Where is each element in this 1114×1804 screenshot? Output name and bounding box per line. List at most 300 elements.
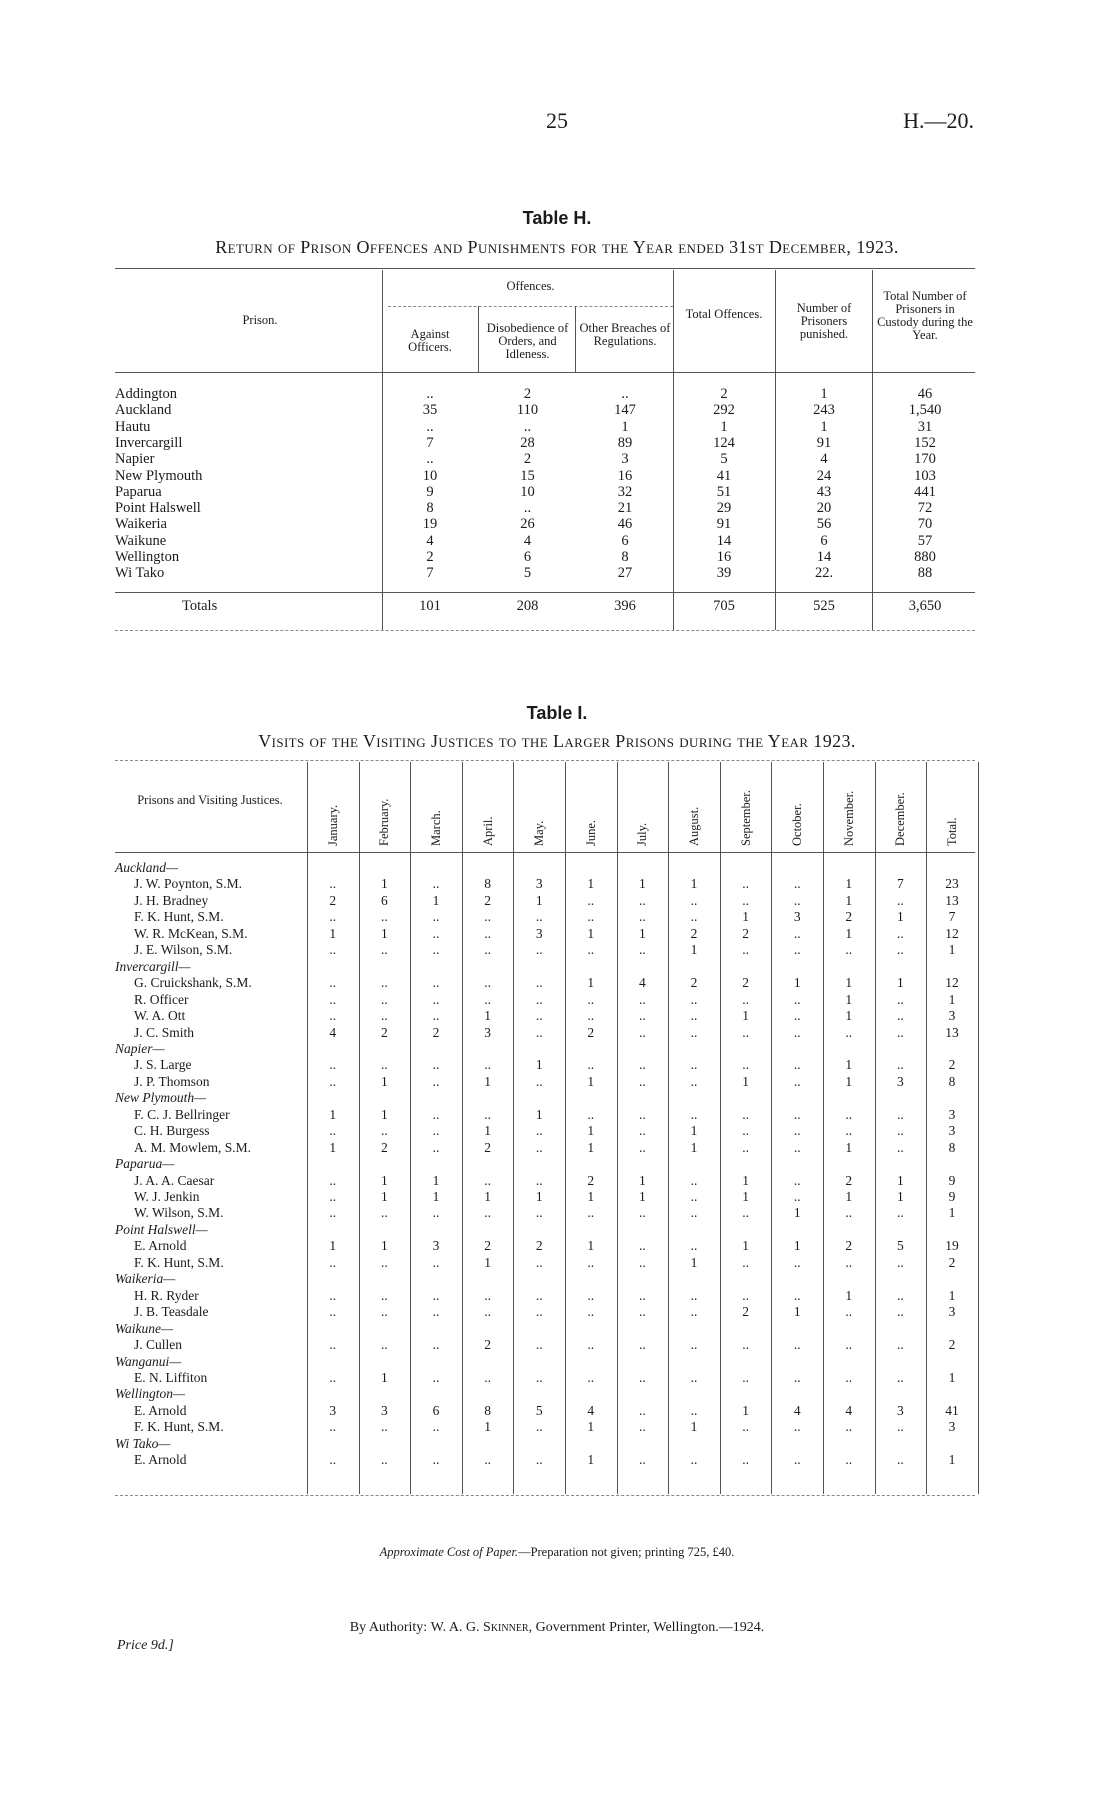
visit-count: .. bbox=[432, 1254, 440, 1270]
table-i-vrule bbox=[668, 762, 669, 1494]
table-h-cell: 147 bbox=[614, 402, 636, 419]
visit-count: .. bbox=[690, 1057, 698, 1073]
visit-count: .. bbox=[381, 1008, 388, 1024]
visit-count: .. bbox=[897, 1452, 904, 1468]
visit-count: .. bbox=[742, 1106, 749, 1122]
col-offences-header: Offences. bbox=[506, 279, 555, 293]
visit-count: .. bbox=[742, 1287, 749, 1303]
authority-suffix: Government Printer, Wellington.—1924. bbox=[535, 1620, 765, 1635]
justice-name: J. E. Wilson, S.M. bbox=[134, 942, 233, 958]
visit-count: 8 bbox=[484, 1402, 491, 1418]
visit-count: 2 bbox=[587, 1024, 595, 1040]
visit-total: 8 bbox=[948, 1139, 956, 1155]
visit-total: 9 bbox=[948, 1189, 956, 1204]
visit-total: 3 bbox=[948, 1008, 956, 1024]
visit-count: 1 bbox=[535, 892, 543, 908]
visit-count: 1 bbox=[793, 975, 801, 991]
col-punished-header: Number of Prisoners punished. bbox=[796, 301, 852, 341]
visit-count: .. bbox=[535, 1205, 543, 1221]
visit-count: 2 bbox=[845, 909, 853, 925]
table-h-cell: 5 bbox=[720, 451, 728, 468]
table-h-cell: 72 bbox=[917, 500, 933, 517]
table-h-top-rule bbox=[115, 268, 975, 269]
visit-count: 1 bbox=[639, 1189, 646, 1204]
justice-name: A. M. Mowlem, S.M. bbox=[134, 1139, 252, 1155]
visit-count: .. bbox=[484, 925, 491, 941]
visit-count: 2 bbox=[742, 975, 749, 991]
visit-count: .. bbox=[535, 1369, 543, 1385]
table-i-vrule bbox=[771, 762, 772, 1494]
justice-name: F. K. Hunt, S.M. bbox=[134, 1254, 224, 1270]
visit-count: .. bbox=[484, 975, 491, 991]
prison-name: Napier bbox=[115, 451, 155, 468]
visit-count: 2 bbox=[587, 1172, 595, 1188]
justice-name: E. N. Liffiton bbox=[134, 1369, 208, 1385]
visit-count: .. bbox=[329, 876, 337, 892]
visit-count: 1 bbox=[587, 1238, 595, 1254]
visit-count: .. bbox=[587, 1254, 595, 1270]
table-h-vrule bbox=[478, 306, 479, 372]
visit-count: .. bbox=[845, 1106, 853, 1122]
visit-count: 2 bbox=[381, 1139, 388, 1155]
visit-count: .. bbox=[535, 1123, 543, 1139]
visit-total: 2 bbox=[948, 1254, 956, 1270]
table-h-cell: 1 bbox=[820, 386, 828, 402]
table-h-cell: 243 bbox=[813, 402, 835, 419]
visit-count: .. bbox=[432, 991, 440, 1007]
visit-count: .. bbox=[432, 1452, 440, 1468]
visit-count: 1 bbox=[845, 991, 853, 1007]
table-h-cell: 9 bbox=[426, 483, 434, 500]
visit-count: .. bbox=[793, 1008, 801, 1024]
visit-count: .. bbox=[484, 1205, 491, 1221]
visit-count: .. bbox=[793, 925, 801, 941]
visit-count: .. bbox=[845, 1369, 853, 1385]
visit-count: .. bbox=[639, 942, 646, 958]
visit-count: 1 bbox=[381, 925, 388, 941]
visit-count: .. bbox=[897, 1024, 904, 1040]
visit-count: .. bbox=[793, 1123, 801, 1139]
totals-label: Totals bbox=[182, 598, 218, 614]
visit-count: .. bbox=[690, 1008, 698, 1024]
visit-count: 1 bbox=[690, 942, 698, 958]
visit-count: .. bbox=[793, 1172, 801, 1188]
justice-name: J. H. Bradney bbox=[134, 892, 209, 908]
visit-count: .. bbox=[484, 909, 491, 925]
visit-count: .. bbox=[690, 1172, 698, 1188]
visit-count: 2 bbox=[484, 1139, 491, 1155]
visit-count: 2 bbox=[690, 975, 698, 991]
prison-name: Auckland bbox=[115, 402, 172, 419]
visit-count: 1 bbox=[484, 1123, 491, 1139]
visit-count: .. bbox=[432, 942, 440, 958]
table-h-cell: 7 bbox=[426, 434, 434, 451]
justice-name: H. R. Ryder bbox=[134, 1287, 199, 1303]
justice-name: E. Arnold bbox=[134, 1238, 187, 1254]
visit-count: 4 bbox=[845, 1402, 853, 1418]
visit-count: .. bbox=[793, 1073, 801, 1089]
visit-total: 3 bbox=[948, 1123, 956, 1139]
visit-count: 2 bbox=[742, 1304, 749, 1320]
visit-count: .. bbox=[897, 942, 904, 958]
table-h-subtitle: Return of Prison Offences and Punishments for the Year ended 31st December, 1923. bbox=[215, 237, 899, 257]
table-h-cell: 21 bbox=[617, 500, 633, 517]
visit-count: 3 bbox=[329, 1402, 337, 1418]
table-h-cell: 46 bbox=[617, 516, 633, 533]
visit-count: .. bbox=[690, 1073, 698, 1089]
visit-count: .. bbox=[329, 1008, 337, 1024]
justice-name: G. Cruickshank, S.M. bbox=[134, 975, 252, 991]
visit-count: .. bbox=[535, 1304, 543, 1320]
table-h-cell: 43 bbox=[816, 483, 832, 500]
visit-count: .. bbox=[793, 991, 801, 1007]
visit-count: .. bbox=[381, 1452, 388, 1468]
visit-count: 1 bbox=[484, 1254, 491, 1270]
visit-count: .. bbox=[329, 1337, 337, 1353]
justice-name: J. A. A. Caesar bbox=[134, 1172, 215, 1188]
visit-count: .. bbox=[432, 876, 440, 892]
visit-count: .. bbox=[845, 1024, 853, 1040]
visit-count: .. bbox=[535, 1024, 543, 1040]
visit-count: .. bbox=[845, 1254, 853, 1270]
visit-count: .. bbox=[587, 1304, 595, 1320]
month-header: Total. bbox=[945, 817, 959, 846]
visit-total: 1 bbox=[948, 1369, 956, 1385]
prison-group-name: Paparua— bbox=[115, 1156, 175, 1172]
table-h-cell: 292 bbox=[713, 402, 735, 419]
visit-count: 1 bbox=[845, 1008, 853, 1024]
visit-count: .. bbox=[845, 1452, 853, 1468]
visit-count: 1 bbox=[897, 975, 904, 991]
authority-name: W. A. G. Skinner, bbox=[430, 1620, 533, 1635]
visit-count: 1 bbox=[381, 1238, 388, 1254]
visit-count: .. bbox=[535, 975, 543, 991]
table-h-cell: 70 bbox=[917, 516, 933, 533]
footer-authority bbox=[0, 1620, 1114, 1636]
visit-count: .. bbox=[639, 1337, 646, 1353]
visit-count: 1 bbox=[535, 1057, 543, 1073]
visit-count: .. bbox=[432, 1287, 440, 1303]
visit-count: .. bbox=[793, 942, 801, 958]
visit-count: .. bbox=[742, 1452, 749, 1468]
month-header: October. bbox=[790, 803, 805, 846]
visit-count: .. bbox=[329, 1189, 337, 1204]
visit-count: .. bbox=[690, 1452, 698, 1468]
visit-count: .. bbox=[897, 1304, 904, 1320]
visit-count: .. bbox=[329, 909, 337, 925]
visit-count: .. bbox=[742, 1123, 749, 1139]
visit-count: .. bbox=[742, 1205, 749, 1221]
visit-count: .. bbox=[587, 1369, 595, 1385]
table-i-vrule bbox=[359, 762, 360, 1494]
visit-count: .. bbox=[897, 1123, 904, 1139]
table-i-top-rule bbox=[115, 760, 975, 761]
table-h-cell: .. bbox=[523, 418, 532, 435]
visit-count: 4 bbox=[639, 975, 646, 991]
table-h-cell: 103 bbox=[914, 467, 936, 484]
visit-count: 1 bbox=[381, 1172, 388, 1188]
visit-count: .. bbox=[329, 1419, 337, 1435]
table-h-cell: 51 bbox=[716, 483, 732, 500]
visit-count: 3 bbox=[793, 909, 801, 925]
table-h-cell: 41 bbox=[716, 467, 732, 484]
justice-name: J. P. Thomson bbox=[134, 1073, 210, 1089]
visit-count: .. bbox=[484, 1172, 491, 1188]
visit-count: 1 bbox=[329, 1106, 337, 1122]
visit-count: 1 bbox=[381, 1073, 388, 1089]
prison-name: Waikune bbox=[115, 532, 167, 549]
month-header: July. bbox=[635, 822, 650, 846]
visit-total: 9 bbox=[948, 1172, 956, 1188]
visit-count: 1 bbox=[845, 975, 853, 991]
visit-count: 1 bbox=[587, 1073, 595, 1089]
table-h-cell: 1,540 bbox=[908, 402, 942, 419]
table-h-cell: 28 bbox=[520, 434, 535, 451]
visit-count: 1 bbox=[639, 876, 646, 892]
visit-count: .. bbox=[587, 942, 595, 958]
table-h-cell: 5 bbox=[523, 565, 532, 582]
table-h-cell: 16 bbox=[716, 549, 732, 565]
visit-count: .. bbox=[535, 1337, 543, 1353]
visit-count: .. bbox=[639, 991, 646, 1007]
visit-count: 1 bbox=[897, 1172, 904, 1188]
month-header: May. bbox=[532, 820, 547, 846]
visit-count: .. bbox=[897, 1419, 904, 1435]
visit-count: 1 bbox=[845, 1057, 853, 1073]
visit-count: .. bbox=[793, 1057, 801, 1073]
visit-count: 1 bbox=[845, 892, 853, 908]
visit-count: .. bbox=[381, 975, 388, 991]
visit-count: .. bbox=[897, 925, 904, 941]
justice-name: E. Arnold bbox=[134, 1402, 187, 1418]
col-total-header: Total Offences. bbox=[685, 307, 763, 321]
visit-count: .. bbox=[793, 1024, 801, 1040]
table-h-cell: 35 bbox=[422, 402, 438, 419]
table-h-vrule bbox=[575, 306, 576, 372]
visit-count: 1 bbox=[845, 1287, 853, 1303]
table-h-cell: 124 bbox=[713, 434, 735, 451]
visit-count: 1 bbox=[690, 876, 698, 892]
table-h-total-cell: 208 bbox=[516, 598, 539, 614]
table-h-cell: 2 bbox=[720, 386, 728, 402]
visit-count: 3 bbox=[535, 925, 543, 941]
visit-count: 1 bbox=[535, 1189, 543, 1204]
table-h-cell: 6 bbox=[621, 532, 629, 549]
visit-count: 7 bbox=[897, 876, 904, 892]
visit-count: .. bbox=[639, 1238, 646, 1254]
visit-count: 2 bbox=[845, 1172, 853, 1188]
visit-count: .. bbox=[329, 942, 337, 958]
table-h-total-cell: 525 bbox=[813, 598, 835, 614]
visit-count: 1 bbox=[587, 1189, 595, 1204]
visit-count: .. bbox=[639, 1254, 646, 1270]
prison-name: Wellington bbox=[115, 549, 180, 565]
table-i-vrule bbox=[513, 762, 514, 1494]
visit-count: .. bbox=[484, 1369, 491, 1385]
table-h-vrule bbox=[382, 270, 383, 630]
visit-count: .. bbox=[742, 1024, 749, 1040]
prison-group-name: Waikeria— bbox=[115, 1271, 176, 1287]
visit-count: .. bbox=[329, 1172, 337, 1188]
col-other-header: Other Breaches of Regulations. bbox=[579, 321, 671, 348]
visit-count: .. bbox=[690, 1369, 698, 1385]
visit-count: 1 bbox=[484, 1419, 491, 1435]
table-h-cell: 89 bbox=[617, 434, 633, 451]
table-h-header-rule bbox=[115, 372, 975, 373]
table-h-cell: 152 bbox=[914, 434, 936, 451]
visit-count: .. bbox=[587, 1287, 595, 1303]
justice-name: F. C. J. Bellringer bbox=[134, 1106, 230, 1122]
visit-count: .. bbox=[535, 1287, 543, 1303]
visit-count: 4 bbox=[329, 1024, 337, 1040]
table-h-cell: 29 bbox=[716, 500, 732, 517]
table-h-cell: 39 bbox=[716, 565, 732, 582]
visit-count: .. bbox=[793, 892, 801, 908]
visit-count: .. bbox=[535, 1172, 543, 1188]
visit-count: .. bbox=[484, 942, 491, 958]
visit-count: .. bbox=[329, 991, 337, 1007]
visit-count: 1 bbox=[381, 1189, 388, 1204]
visit-count: .. bbox=[432, 1369, 440, 1385]
table-i-vrule bbox=[720, 762, 721, 1494]
visit-count: .. bbox=[639, 1139, 646, 1155]
visit-count: .. bbox=[742, 1057, 749, 1073]
table-i-bottom-rule bbox=[115, 1495, 975, 1496]
table-h-offences-rule bbox=[388, 306, 673, 307]
visit-count: 1 bbox=[587, 975, 595, 991]
table-h-cell: 4 bbox=[523, 532, 532, 549]
table-i-title: Table I. bbox=[526, 703, 588, 723]
justice-name: W. J. Jenkin bbox=[134, 1189, 200, 1204]
visit-count: .. bbox=[897, 1205, 904, 1221]
visit-count: .. bbox=[690, 1238, 698, 1254]
cost-text: —Preparation not given; printing 725, £40. bbox=[518, 1545, 735, 1559]
prison-group-name: Invercargill— bbox=[115, 958, 191, 974]
month-header: September. bbox=[738, 790, 753, 846]
prison-group-name: New Plymouth— bbox=[115, 1090, 207, 1106]
table-h-cell: 441 bbox=[914, 483, 936, 500]
visit-count: 1 bbox=[587, 1123, 595, 1139]
visit-count: .. bbox=[639, 1057, 646, 1073]
visit-count: .. bbox=[381, 1123, 388, 1139]
visit-count: 3 bbox=[897, 1073, 904, 1089]
visit-count: 1 bbox=[845, 876, 853, 892]
justice-name: F. K. Hunt, S.M. bbox=[134, 1419, 224, 1435]
visit-count: .. bbox=[639, 909, 646, 925]
visit-count: 1 bbox=[897, 1189, 904, 1204]
table-h-title: Table H. bbox=[522, 208, 592, 228]
visit-count: .. bbox=[897, 1254, 904, 1270]
justice-name: W. R. McKean, S.M. bbox=[134, 925, 248, 941]
visit-count: .. bbox=[329, 1205, 337, 1221]
visit-count: .. bbox=[535, 1254, 543, 1270]
visit-count: 2 bbox=[484, 1238, 491, 1254]
visit-count: .. bbox=[381, 1337, 388, 1353]
month-header: June. bbox=[583, 819, 598, 846]
justice-name: J. C. Smith bbox=[134, 1024, 195, 1040]
table-i-vrule bbox=[978, 762, 979, 1494]
visit-count: 1 bbox=[381, 876, 388, 892]
visit-count: .. bbox=[742, 1254, 749, 1270]
visit-count: .. bbox=[381, 1205, 388, 1221]
visit-count: .. bbox=[793, 1189, 801, 1204]
table-h-total-cell: 396 bbox=[614, 598, 636, 614]
visit-total: 7 bbox=[948, 909, 956, 925]
visit-count: .. bbox=[381, 991, 388, 1007]
table-h-cell: 57 bbox=[917, 532, 933, 549]
visit-count: .. bbox=[793, 1369, 801, 1385]
visit-count: 1 bbox=[432, 1189, 440, 1204]
table-i-vrule bbox=[875, 762, 876, 1494]
visit-count: .. bbox=[587, 1106, 595, 1122]
prison-group-name: Napier— bbox=[115, 1040, 165, 1056]
justice-name: J. S. Large bbox=[134, 1057, 192, 1073]
table-h-cell: 1 bbox=[820, 418, 828, 435]
table-h-cell: 19 bbox=[422, 516, 438, 533]
visit-count: .. bbox=[690, 1106, 698, 1122]
visit-count: .. bbox=[329, 1057, 337, 1073]
visit-count: .. bbox=[329, 975, 337, 991]
visit-count: .. bbox=[845, 942, 853, 958]
table-h-cell: 10 bbox=[520, 483, 535, 500]
prison-name: Invercargill bbox=[115, 434, 183, 451]
visit-count: .. bbox=[432, 1205, 440, 1221]
visit-count: .. bbox=[845, 1123, 853, 1139]
visit-count: 1 bbox=[432, 1172, 440, 1188]
visit-count: .. bbox=[690, 892, 698, 908]
visit-count: .. bbox=[690, 1337, 698, 1353]
visit-count: 1 bbox=[329, 1139, 337, 1155]
visit-count: .. bbox=[535, 991, 543, 1007]
table-h-vrule bbox=[775, 270, 776, 630]
table-h-cell: 110 bbox=[516, 402, 539, 419]
table-h-vrule bbox=[673, 270, 674, 630]
justice-name: E. Arnold bbox=[134, 1452, 187, 1468]
table-h-cell: 14 bbox=[716, 532, 732, 549]
visit-count: .. bbox=[432, 1337, 440, 1353]
visit-count: 3 bbox=[381, 1402, 388, 1418]
table-h-cell: 4 bbox=[426, 532, 434, 549]
visit-count: .. bbox=[381, 909, 388, 925]
visit-count: .. bbox=[742, 991, 749, 1007]
table-h-cell: 31 bbox=[917, 418, 933, 435]
visit-count: .. bbox=[793, 1337, 801, 1353]
table-i-vrule bbox=[307, 762, 308, 1494]
table-h-cell: 16 bbox=[617, 467, 633, 484]
visit-count: 1 bbox=[742, 1008, 749, 1024]
visit-count: 2 bbox=[742, 925, 749, 941]
table-i-vrule bbox=[926, 762, 927, 1494]
justice-name: J. Cullen bbox=[134, 1337, 183, 1353]
visit-total: 12 bbox=[945, 925, 959, 941]
visit-count: .. bbox=[845, 1205, 853, 1221]
visit-count: 1 bbox=[845, 1139, 853, 1155]
visit-count: 1 bbox=[484, 1008, 491, 1024]
table-i-vrule bbox=[823, 762, 824, 1494]
visit-count: .. bbox=[535, 1008, 543, 1024]
visit-count: .. bbox=[587, 1008, 595, 1024]
visit-count: 1 bbox=[639, 925, 646, 941]
table-h-cell: 91 bbox=[716, 516, 732, 533]
justice-name: W. Wilson, S.M. bbox=[134, 1205, 224, 1221]
visit-count: .. bbox=[639, 1024, 646, 1040]
table-h-total-cell: 101 bbox=[419, 598, 441, 614]
visit-count: .. bbox=[381, 1419, 388, 1435]
visit-count: 1 bbox=[845, 925, 853, 941]
visit-count: .. bbox=[587, 1337, 595, 1353]
visit-count: .. bbox=[897, 892, 904, 908]
visit-count: .. bbox=[587, 909, 595, 925]
